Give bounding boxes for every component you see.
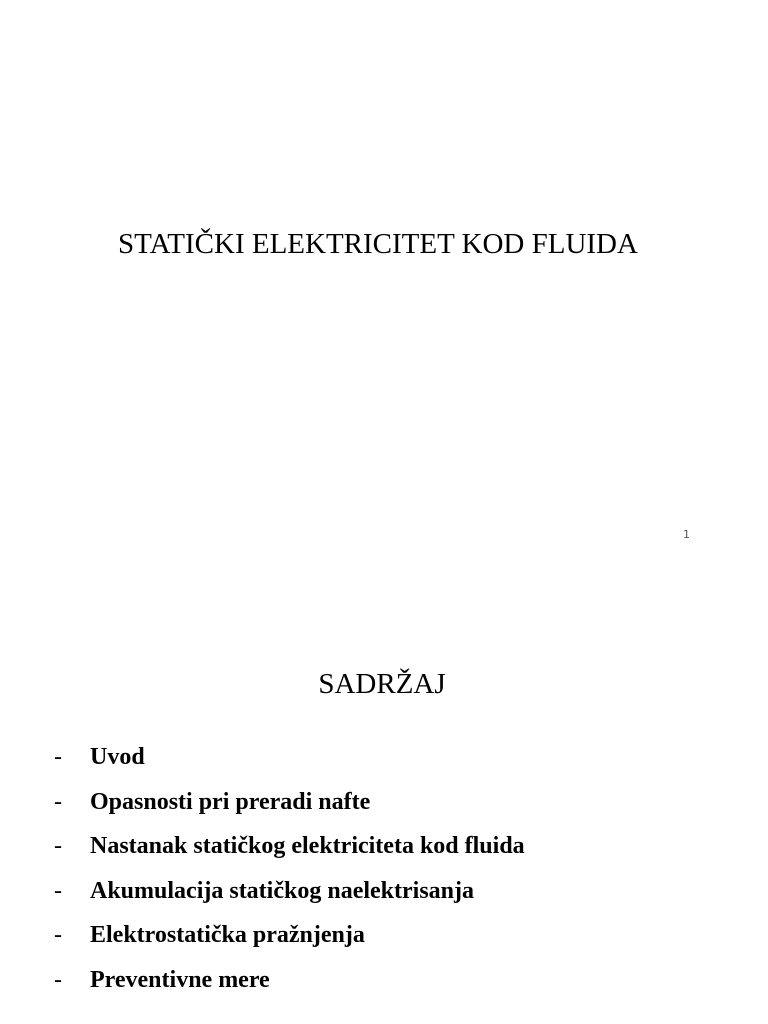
list-item bbox=[54, 922, 525, 967]
list-item-text: Akumulacija statičkog naelektrisanja bbox=[90, 877, 474, 904]
list-item bbox=[54, 744, 525, 789]
list-item bbox=[54, 833, 525, 878]
list-item-text: Nastanak statičkog elektriciteta kod fluida bbox=[90, 833, 525, 859]
list-item-text: Opasnosti pri preradi nafte bbox=[90, 788, 371, 815]
list-item bbox=[54, 878, 525, 923]
list-item bbox=[54, 789, 525, 834]
bullet-dash: - bbox=[54, 877, 62, 904]
list-item bbox=[54, 967, 525, 1012]
list-item-text: Elektrostatička pražnjenja bbox=[90, 922, 365, 948]
bullet-dash: - bbox=[54, 922, 62, 948]
contents-list bbox=[54, 744, 525, 1011]
contents-heading: SADRŽAJ bbox=[318, 668, 446, 700]
list-item-text: Uvod bbox=[90, 744, 145, 770]
bullet-dash: - bbox=[54, 744, 62, 770]
bullet-dash: - bbox=[54, 833, 62, 859]
list-item-text: Preventivne mere bbox=[90, 966, 270, 993]
page-number: 1 bbox=[683, 528, 690, 541]
bullet-dash: - bbox=[54, 966, 62, 993]
document-title: STATIČKI ELEKTRICITET KOD FLUIDA bbox=[118, 228, 638, 260]
contents-slide bbox=[0, 580, 768, 1024]
bullet-dash: - bbox=[54, 788, 62, 815]
